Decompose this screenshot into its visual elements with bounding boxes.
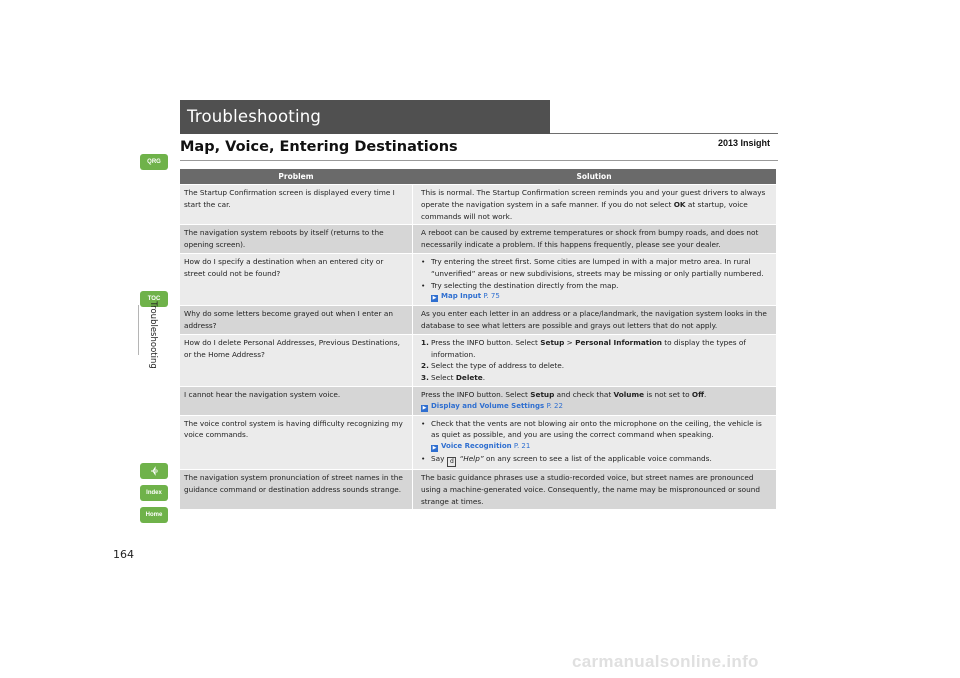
step-number: 2.	[421, 361, 429, 371]
title-rule	[550, 133, 778, 134]
step-text: to display the types of information.	[431, 337, 746, 359]
link-title: Map Input	[441, 292, 482, 301]
step-text: Select	[431, 373, 456, 383]
solution-cell: The basic guidance phrases use a studio-recorded voice, but street names are pronounced using a machine-generated voice. Consequently, the name may be mispronounced or sound strange at times.	[412, 470, 776, 509]
step-1	[421, 337, 772, 361]
table-header	[180, 169, 776, 184]
solution-cell	[412, 254, 776, 305]
header-solution: Solution	[576, 172, 612, 181]
problem-cell: How do I delete Personal Addresses, Previous Destinations, or the Home Address?	[184, 337, 400, 359]
header-problem: Problem	[278, 172, 314, 181]
step-number: 3.	[421, 373, 429, 383]
delete-label: Delete	[455, 373, 483, 383]
solution-text: at startup, voice commands will not work.	[421, 199, 748, 221]
problem-cell: How do I specify a destination when an entered city or street could not be found?	[184, 256, 384, 278]
link-arrow-icon: ▶	[432, 445, 437, 452]
step-text: >	[564, 337, 576, 347]
model-label: 2013 Insight	[718, 138, 771, 148]
bullet-text: on any screen to see a list of the applicable voice commands.	[483, 453, 712, 463]
help-command: “Help”	[459, 453, 484, 463]
chapter-title: Troubleshooting	[187, 107, 322, 126]
personal-info-label: Personal Information	[575, 337, 662, 347]
link-page: P. 75	[483, 292, 500, 301]
solution-cell: A reboot can be caused by extreme temperatures or shock from bumpy roads, and does not necessarily indicate a problem. If this happens frequently, please see your dealer.	[412, 225, 776, 253]
watermark: carmanualsonline.info	[572, 652, 759, 671]
side-label-text: Troubleshooting	[148, 301, 158, 369]
table-row	[180, 335, 776, 386]
solution-text: Press the INFO button. Select	[421, 389, 531, 399]
map-input-link[interactable]	[421, 291, 772, 303]
setup-label: Setup	[530, 389, 555, 399]
home-button[interactable]: Home	[140, 507, 168, 523]
solution-cell	[412, 185, 776, 224]
table-row	[180, 306, 776, 334]
section-title: Map, Voice, Entering Destinations	[180, 139, 458, 155]
table-row	[180, 387, 776, 415]
problem-cell: The voice control system is having difficulty recognizing my voice commands.	[184, 418, 403, 440]
side-divider	[138, 305, 139, 355]
step-3	[421, 372, 772, 384]
solution-cell: As you enter each letter in an address or a place/landmark, the navigation system looks in the database to see what letters are possible and grays out letters that do not apply.	[412, 306, 776, 334]
troubleshooting-table	[180, 169, 776, 509]
table-row	[180, 185, 776, 224]
problem-cell: The navigation system pronunciation of street names in the guidance command or destination address sounds strange.	[184, 472, 403, 494]
table-row	[180, 225, 776, 253]
step-text: Select the type of address to delete.	[431, 361, 565, 371]
step-number: 1.	[421, 337, 429, 347]
table-row	[180, 416, 776, 469]
setup-label: Setup	[540, 337, 565, 347]
off-label: Off	[691, 389, 705, 399]
volume-label: Volume	[613, 389, 645, 399]
solution-text: .	[704, 389, 707, 399]
section-rule	[180, 160, 778, 161]
solution-bullet: • Try entering the street first. Some cities are lumped in with a major metro area. In rural “unverified” areas or new subdivisions, streets may be missing or only partially numbered.	[421, 256, 772, 280]
talk-button-icon: d	[447, 457, 456, 467]
ok-label: OK	[673, 199, 686, 209]
solution-bullet	[421, 453, 772, 467]
table-row	[180, 470, 776, 509]
voice-recognition-link[interactable]	[421, 441, 772, 453]
voice-command-icon	[149, 466, 159, 476]
solution-cell	[412, 335, 776, 386]
link-arrow-icon: ▶	[422, 404, 427, 411]
solution-bullet: • Try selecting the destination directly from the map.	[421, 280, 772, 292]
qrg-button[interactable]: QRG	[140, 154, 168, 170]
link-title: Voice Recognition	[441, 442, 512, 451]
problem-cell: I cannot hear the navigation system voice.	[184, 389, 341, 399]
solution-text: This is normal. The Startup Confirmation screen reminds you and your guest drivers to always operate the navigation system in a safe manner. If you do not select	[421, 188, 766, 209]
toc-button[interactable]: TOC	[140, 291, 168, 307]
link-title: Display and Volume Settings	[431, 401, 545, 410]
solution-text: and check that	[554, 389, 614, 399]
solution-cell	[412, 387, 776, 415]
problem-cell: The navigation system reboots by itself (returns to the opening screen).	[184, 228, 384, 250]
solution-bullet: • Check that the vents are not blowing air onto the microphone on the ceiling, the vehicle is as quiet as possible, and you are using the correct command when speaking.	[421, 418, 772, 442]
step-text: .	[482, 373, 486, 383]
voice-command-button[interactable]	[140, 463, 168, 479]
solution-text	[421, 389, 772, 401]
step-text: Press the INFO button. Select	[431, 337, 541, 347]
link-arrow-icon: ▶	[432, 295, 437, 302]
page-number: 164	[113, 548, 134, 561]
solution-text: is not set to	[644, 389, 692, 399]
table-row	[180, 254, 776, 305]
problem-cell: The Startup Confirmation screen is displayed every time I start the car.	[184, 188, 395, 209]
index-button[interactable]: Index	[140, 485, 168, 501]
link-page: P. 21	[513, 442, 531, 451]
link-page: P. 22	[546, 401, 563, 410]
problem-cell: Why do some letters become grayed out when I enter an address?	[184, 309, 393, 330]
chapter-title-bar	[180, 100, 550, 134]
display-volume-settings-link[interactable]	[421, 401, 772, 413]
side-label	[146, 290, 160, 380]
solution-cell	[412, 416, 776, 469]
bullet-text: Say	[431, 453, 445, 463]
step-2	[421, 360, 772, 372]
